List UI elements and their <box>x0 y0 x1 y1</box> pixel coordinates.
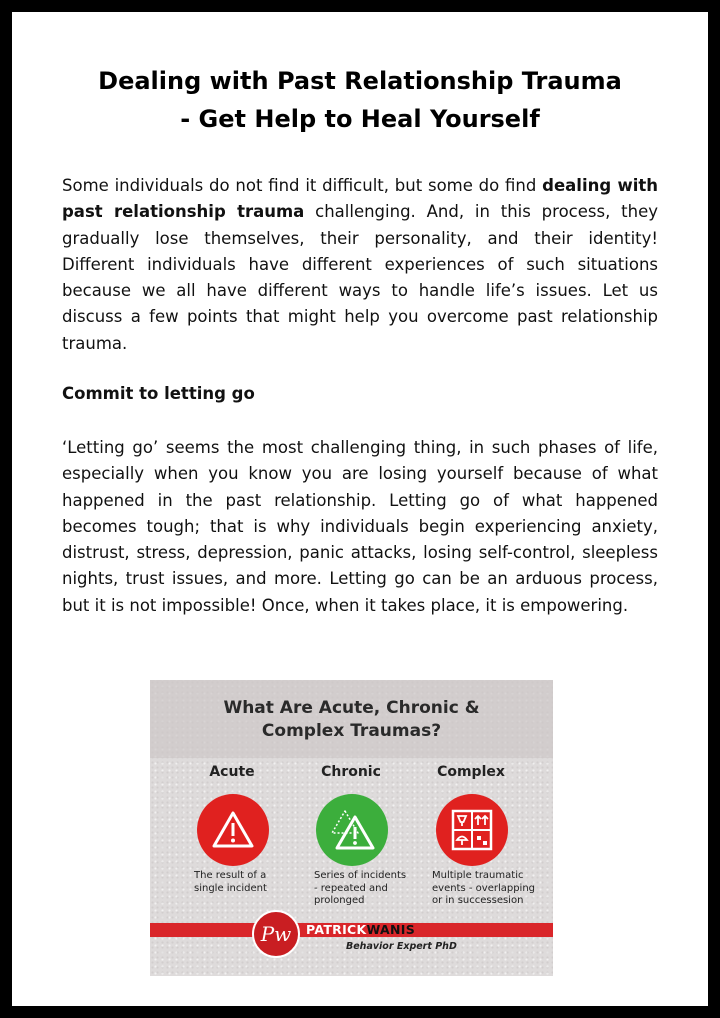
intro-paragraph <box>62 173 658 357</box>
acute-description <box>194 870 304 895</box>
document-page <box>12 12 708 1006</box>
brand-name-part-2: WANIS <box>366 922 415 937</box>
chronic-desc-line-1: Series of incidents <box>314 870 407 881</box>
intro-bold-phrase: dealing with past relationship trauma <box>62 176 658 222</box>
intro-text-end: challenging. And, in this process, they gradually lose themselves, their personality, and their identity! Different individuals have different experiences of such situations because we all have different ways to handle life’s issues. Let us discuss a few points that might help you overcome past relationship trauma. <box>62 202 658 353</box>
acute-label: Acute <box>209 764 255 780</box>
acute-column <box>167 764 297 894</box>
page-title <box>52 62 668 138</box>
complex-desc-line-2: events - overlapping <box>432 882 536 894</box>
complex-circle <box>436 794 508 866</box>
brand-logo: Pw <box>252 910 300 958</box>
infographic-title-line-1: What Are Acute, Chronic & <box>223 698 480 718</box>
chronic-circle <box>316 794 388 866</box>
chronic-description <box>314 870 424 908</box>
package-symbols-icon <box>450 808 494 852</box>
complex-desc-line-1: Multiple traumatic <box>432 870 524 881</box>
infographic-title <box>150 697 553 743</box>
section-heading: Commit to letting go <box>62 384 255 403</box>
chronic-label: Chronic <box>321 764 381 780</box>
title-line-2: - Get Help to Heal Yourself <box>180 105 540 133</box>
chronic-column <box>286 764 416 906</box>
trauma-infographic <box>150 680 553 976</box>
acute-desc-line-1: The result of a <box>194 870 267 881</box>
infographic-title-line-2: Complex Traumas? <box>261 721 442 741</box>
complex-label: Complex <box>437 764 505 780</box>
brand-name-part-1: PATRICK <box>306 922 367 937</box>
complex-description <box>432 870 547 908</box>
chronic-desc-line-2: - repeated and <box>314 882 388 894</box>
complex-desc-line-3: or in successesion <box>432 895 524 906</box>
acute-circle <box>197 794 269 866</box>
chronic-desc-line-3: prolonged <box>314 895 365 906</box>
letting-go-paragraph: ‘Letting go’ seems the most challenging thing, in such phases of life, especially when you know you are losing yourself because of what happened in the past relationship. Letting go of what happened becomes tough; that is why individuals begin experiencing anxiety, distrust, stress, depression, panic attacks, losing self-control, sleepless nights, trust issues, and more. Letting go can be an arduous process, but it is not impossible! Once, when it takes place, it is empowering. <box>62 438 658 615</box>
brand-name <box>306 922 415 938</box>
complex-column <box>406 764 536 906</box>
acute-desc-line-2: single incident <box>194 882 267 894</box>
intro-text-start: Some individuals do not find it difficult, but some do find <box>62 176 543 195</box>
warning-triangle-icon <box>211 810 255 850</box>
stacked-warning-icon <box>328 809 376 851</box>
brand-subtitle: Behavior Expert PhD <box>346 941 457 952</box>
title-line-1: Dealing with Past Relationship Trauma <box>98 67 622 95</box>
